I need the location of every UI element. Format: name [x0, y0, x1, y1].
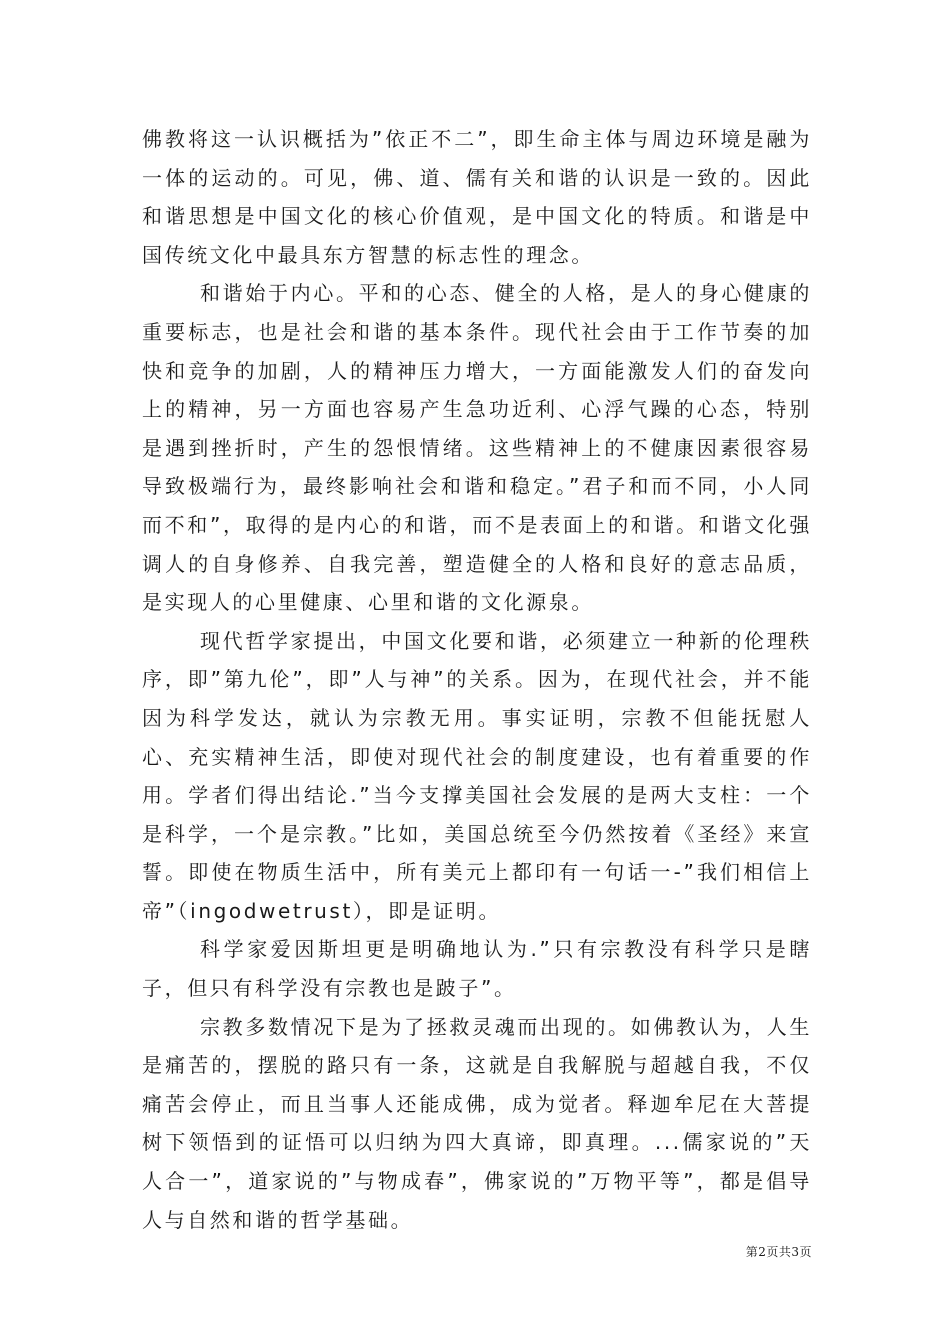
paragraph-3: 现代哲学家提出，中国文化要和谐，必须建立一种新的伦理秩序，即”第九伦”，即”人与神”的关系。因为，在现代社会，并不能因为科学发达，就认为宗教无用。事实证明，宗教不但能抚慰人心、充实精神生活，即使对现代社会的制度建设，也有着重要的作用。学者们得出结论.”当今支撑美国社会发展的是两大支柱：一个是科学，一个是宗教。”比如，美国总统至今仍然按着《圣经》来宣誓。即使在物质生活中，所有美元上都印有一句话一-”我们相信上帝”（ingodwetrust），即是证明。 — [142, 628, 812, 923]
body-text — [142, 120, 812, 1239]
paragraph-4: 科学家爱因斯坦更是明确地认为.”只有宗教没有科学只是瞎子，但只有科学没有宗教也是跛子”。 — [142, 937, 812, 1001]
paragraph-5: 宗教多数情况下是为了拯救灵魂而出现的。如佛教认为，人生是痛苦的，摆脱的路只有一条，这就是自我解脱与超越自我，不仅痛苦会停止，而且当事人还能成佛，成为觉者。释迦牟尼在大菩提树下领悟到的证悟可以归纳为四大真谛，即真理。...儒家说的”天人合一”，道家说的”与物成春”，佛家说的”万物平等”，都是倡导人与自然和谐的哲学基础。 — [142, 1014, 812, 1232]
paragraph-2: 和谐始于内心。平和的心态、健全的人格，是人的身心健康的重要标志，也是社会和谐的基本条件。现代社会由于工作节奏的加快和竞争的加剧，人的精神压力增大，一方面能激发人们的奋发向上的精神，另一方面也容易产生急功近利、心浮气躁的心态，特别是遇到挫折时，产生的怨恨情绪。这些精神上的不健康因素很容易导致极端行为，最终影响社会和谐和稳定。”君子和而不同，小人同而不和”，取得的是内心的和谐，而不是表面上的和谐。和谐文化强调人的自身修养、自我完善，塑造健全的人格和良好的意志品质，是实现人的心里健康、心里和谐的文化源泉。 — [142, 281, 812, 615]
paragraph-1: 佛教将这一认识概括为”依正不二”，即生命主体与周边环境是融为一体的运动的。可见，佛、道、儒有关和谐的认识是一致的。因此和谐思想是中国文化的核心价值观，是中国文化的特质。和谐是中国传统文化中最具东方智慧的标志性的理念。 — [142, 127, 812, 267]
page-number-footer: 第2页共3页 — [745, 1245, 812, 1259]
